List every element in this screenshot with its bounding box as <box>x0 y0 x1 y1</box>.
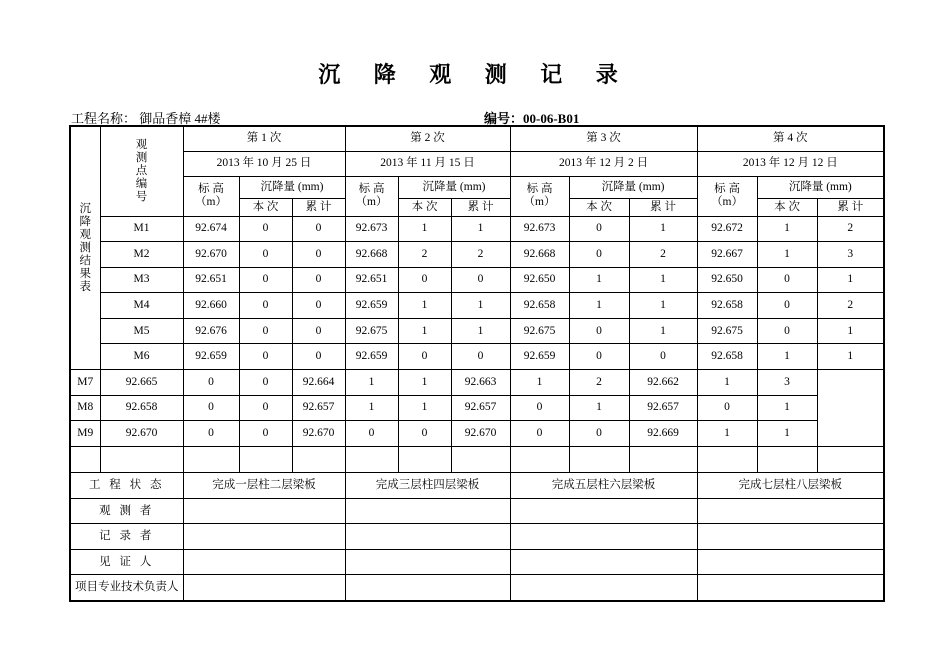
cell-value: 2 <box>817 293 884 319</box>
point-header <box>100 126 183 216</box>
elevation-header <box>697 176 757 216</box>
point-id: M6 <box>100 344 183 370</box>
side-label-char: 沉 <box>79 202 91 215</box>
cell-value: 1 <box>757 395 817 421</box>
cell-value: 1 <box>697 421 757 447</box>
round-label: 第 3 次 <box>510 126 697 151</box>
cell-value: 92.675 <box>345 318 398 344</box>
cell-value: 0 <box>569 344 629 370</box>
status-value: 完成七层柱八层梁板 <box>697 472 884 498</box>
cell-value: 92.672 <box>697 216 757 242</box>
status-value: 完成三层柱四层梁板 <box>345 472 510 498</box>
cell-value: 92.651 <box>183 267 239 293</box>
cell-value: 92.667 <box>697 242 757 268</box>
round-date: 2013 年 12 月 2 日 <box>510 151 697 176</box>
cell-value: 0 <box>292 216 345 242</box>
cell-value: 0 <box>398 267 451 293</box>
cell-value: 2 <box>569 370 629 396</box>
cell-value: 92.665 <box>100 370 183 396</box>
blank-cell <box>398 446 451 472</box>
point-id: M4 <box>100 293 183 319</box>
cumulative-header: 累 计 <box>451 198 510 216</box>
cell-value: 1 <box>569 267 629 293</box>
cell-value: 1 <box>629 267 697 293</box>
cell-value: 92.669 <box>629 421 697 447</box>
signature-cell <box>697 498 884 524</box>
point-id: M5 <box>100 318 183 344</box>
this-time-header: 本 次 <box>757 198 817 216</box>
cell-value: 0 <box>292 293 345 319</box>
cell-value: 1 <box>345 370 398 396</box>
cell-value: 0 <box>398 344 451 370</box>
cell-value: 1 <box>629 293 697 319</box>
cell-value: 92.675 <box>510 318 569 344</box>
signature-cell <box>345 498 510 524</box>
signature-cell <box>510 524 697 550</box>
cell-value: 1 <box>398 395 451 421</box>
cell-value: 3 <box>757 370 817 396</box>
cell-value: 92.675 <box>697 318 757 344</box>
table-row <box>70 293 884 319</box>
cell-value: 92.650 <box>697 267 757 293</box>
cell-value: 1 <box>629 216 697 242</box>
cell-value: 92.657 <box>451 395 510 421</box>
this-time-header: 本 次 <box>398 198 451 216</box>
table-row <box>70 344 884 370</box>
cell-value: 0 <box>569 318 629 344</box>
cell-value: 92.658 <box>697 293 757 319</box>
cell-value: 0 <box>183 421 239 447</box>
cell-value: 92.659 <box>183 344 239 370</box>
cell-value: 92.662 <box>629 370 697 396</box>
cell-value: 1 <box>345 395 398 421</box>
side-label <box>70 126 100 370</box>
this-time-header: 本 次 <box>239 198 292 216</box>
table-row <box>70 216 884 242</box>
cell-value: 1 <box>398 318 451 344</box>
status-value: 完成五层柱六层梁板 <box>510 472 697 498</box>
elevation-header <box>510 176 569 216</box>
signature-cell <box>345 575 510 601</box>
witness-label: 见 证 人 <box>70 549 183 575</box>
blank-cell <box>345 446 398 472</box>
signature-cell <box>697 549 884 575</box>
point-header-char: 测 <box>135 151 148 164</box>
cell-value: 92.659 <box>345 293 398 319</box>
cell-value: 0 <box>292 267 345 293</box>
cell-value: 92.673 <box>345 216 398 242</box>
cell-value: 92.670 <box>451 421 510 447</box>
this-time-header: 本 次 <box>569 198 629 216</box>
cell-value: 1 <box>510 370 569 396</box>
cell-value: 0 <box>239 242 292 268</box>
cell-value: 92.659 <box>510 344 569 370</box>
blank-cell <box>817 446 884 472</box>
cell-value: 92.668 <box>345 242 398 268</box>
project-name: 御品香樟 4#楼 <box>139 111 221 126</box>
blank-cell <box>697 446 757 472</box>
elevation-unit: （m） <box>355 196 388 208</box>
round-label: 第 1 次 <box>183 126 345 151</box>
cell-value: 1 <box>757 216 817 242</box>
cell-value: 2 <box>398 242 451 268</box>
page-title: 沉 降 观 测 记 录 <box>318 62 632 87</box>
cell-value: 1 <box>398 370 451 396</box>
table-row <box>70 318 884 344</box>
settlement-header: 沉降量 (mm) <box>398 176 510 198</box>
cell-value: 1 <box>629 318 697 344</box>
point-id: M2 <box>100 242 183 268</box>
signature-cell <box>345 524 510 550</box>
cell-value: 92.658 <box>100 395 183 421</box>
cell-value: 92.657 <box>629 395 697 421</box>
signature-cell <box>510 575 697 601</box>
cell-value: 92.660 <box>183 293 239 319</box>
elevation-label: 标 高 <box>526 183 553 195</box>
table-row <box>70 395 884 421</box>
cell-value: 92.658 <box>697 344 757 370</box>
observer-label: 观 测 者 <box>70 498 183 524</box>
table-row <box>70 242 884 268</box>
point-id: M3 <box>100 267 183 293</box>
blank-cell <box>569 446 629 472</box>
cell-value: 0 <box>451 344 510 370</box>
cell-value: 0 <box>239 370 292 396</box>
signature-cell <box>697 524 884 550</box>
cell-value: 0 <box>569 216 629 242</box>
cell-value: 92.668 <box>510 242 569 268</box>
elevation-unit: （m） <box>711 196 744 208</box>
code-value: 00-06-B01 <box>523 111 580 126</box>
cell-value: 1 <box>697 370 757 396</box>
blank-cell <box>629 446 697 472</box>
side-label-char: 观 <box>79 228 91 241</box>
blank-cell <box>757 446 817 472</box>
elevation-unit: （m） <box>523 196 556 208</box>
point-header-char: 点 <box>135 164 148 177</box>
cell-value: 92.664 <box>292 370 345 396</box>
cell-value: 0 <box>239 318 292 344</box>
cell-value: 0 <box>757 267 817 293</box>
cell-value: 0 <box>239 395 292 421</box>
settlement-header: 沉降量 (mm) <box>239 176 345 198</box>
cell-value: 1 <box>451 293 510 319</box>
table-row <box>70 267 884 293</box>
cell-value: 92.674 <box>183 216 239 242</box>
blank-cell <box>100 446 183 472</box>
code-label: 编号： <box>484 111 524 126</box>
elevation-label: 标 高 <box>358 183 385 195</box>
signature-cell <box>345 549 510 575</box>
project-label: 工程名称： <box>71 111 137 126</box>
signature-cell <box>183 549 345 575</box>
cell-value: 0 <box>697 395 757 421</box>
signature-cell <box>697 575 884 601</box>
cell-value: 0 <box>398 421 451 447</box>
signature-cell <box>510 549 697 575</box>
signature-cell <box>510 498 697 524</box>
cell-value: 0 <box>569 242 629 268</box>
cell-value: 92.670 <box>100 421 183 447</box>
cell-value: 1 <box>398 293 451 319</box>
blank-cell <box>292 446 345 472</box>
cell-value: 92.650 <box>510 267 569 293</box>
cell-value: 1 <box>817 318 884 344</box>
cell-value: 92.657 <box>292 395 345 421</box>
tech-lead-label: 项目专业技术负责人 <box>70 575 183 601</box>
elevation-header <box>345 176 398 216</box>
round-label: 第 2 次 <box>345 126 510 151</box>
cell-value: 1 <box>451 216 510 242</box>
side-label-char: 降 <box>79 215 91 228</box>
side-label-char: 表 <box>79 280 91 293</box>
table-row <box>70 370 884 396</box>
cell-value: 1 <box>569 293 629 319</box>
cumulative-header: 累 计 <box>292 198 345 216</box>
round-label: 第 4 次 <box>697 126 884 151</box>
side-label-char: 测 <box>79 241 91 254</box>
cell-value: 92.658 <box>510 293 569 319</box>
cell-value: 0 <box>239 421 292 447</box>
cell-value: 92.673 <box>510 216 569 242</box>
signature-cell <box>183 575 345 601</box>
cell-value: 1 <box>398 216 451 242</box>
signature-cell <box>183 498 345 524</box>
cell-value: 92.670 <box>292 421 345 447</box>
cell-value: 0 <box>569 421 629 447</box>
cell-value: 1 <box>757 344 817 370</box>
cell-value: 0 <box>239 267 292 293</box>
table-row <box>70 421 884 447</box>
cell-value: 0 <box>451 267 510 293</box>
blank-cell <box>70 446 100 472</box>
cell-value: 92.651 <box>345 267 398 293</box>
point-id: M7 <box>70 370 100 396</box>
cell-value: 0 <box>292 242 345 268</box>
cell-value: 2 <box>629 242 697 268</box>
elevation-label: 标 高 <box>714 183 740 195</box>
point-id: M9 <box>70 421 100 447</box>
blank-cell <box>183 446 239 472</box>
cell-value: 92.670 <box>183 242 239 268</box>
cell-value: 3 <box>817 242 884 268</box>
blank-cell <box>239 446 292 472</box>
cell-value: 1 <box>757 421 817 447</box>
status-label: 工 程 状 态 <box>70 472 183 498</box>
point-id: M8 <box>70 395 100 421</box>
cell-value: 92.676 <box>183 318 239 344</box>
elevation-header <box>183 176 239 216</box>
cell-value: 0 <box>239 293 292 319</box>
cell-value: 0 <box>183 395 239 421</box>
cell-value: 0 <box>345 421 398 447</box>
elevation-unit: （m） <box>195 196 227 208</box>
settlement-header: 沉降量 (mm) <box>569 176 697 198</box>
cell-value: 2 <box>451 242 510 268</box>
cell-value: 2 <box>817 216 884 242</box>
cell-value: 0 <box>629 344 697 370</box>
cell-value: 92.663 <box>451 370 510 396</box>
cell-value: 1 <box>569 395 629 421</box>
settlement-table <box>69 125 885 602</box>
point-header-char: 观 <box>135 138 148 151</box>
cell-value: 1 <box>817 344 884 370</box>
cell-value: 0 <box>183 370 239 396</box>
cell-value: 0 <box>757 318 817 344</box>
point-header-char: 编 <box>135 177 148 190</box>
cell-value: 0 <box>239 344 292 370</box>
blank-cell <box>451 446 510 472</box>
cell-value: 0 <box>510 421 569 447</box>
side-label-char: 结 <box>79 254 91 267</box>
elevation-label: 标 高 <box>198 183 224 195</box>
cumulative-header: 累 计 <box>629 198 697 216</box>
round-date: 2013 年 12 月 12 日 <box>697 151 884 176</box>
cell-value: 0 <box>757 293 817 319</box>
cell-value: 0 <box>510 395 569 421</box>
blank-cell <box>510 446 569 472</box>
cell-value: 0 <box>292 318 345 344</box>
side-label-char: 果 <box>79 267 91 280</box>
round-date: 2013 年 10 月 25 日 <box>183 151 345 176</box>
cell-value: 1 <box>817 267 884 293</box>
recorder-label: 记 录 者 <box>70 524 183 550</box>
status-value: 完成一层柱二层梁板 <box>183 472 345 498</box>
signature-cell <box>183 524 345 550</box>
settlement-header: 沉降量 (mm) <box>757 176 884 198</box>
cumulative-header: 累 计 <box>817 198 884 216</box>
point-header-char: 号 <box>135 190 148 203</box>
cell-value: 1 <box>451 318 510 344</box>
cell-value: 0 <box>239 216 292 242</box>
round-date: 2013 年 11 月 15 日 <box>345 151 510 176</box>
cell-value: 1 <box>757 242 817 268</box>
point-id: M1 <box>100 216 183 242</box>
cell-value: 92.659 <box>345 344 398 370</box>
cell-value: 0 <box>292 344 345 370</box>
